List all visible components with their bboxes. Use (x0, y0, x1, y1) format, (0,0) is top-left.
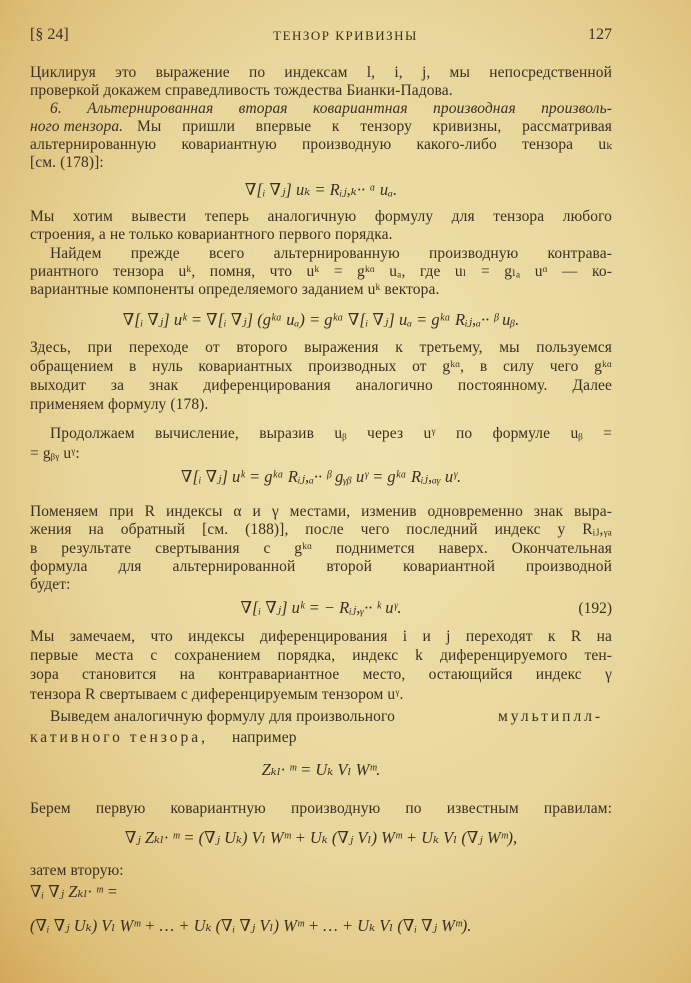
text-line: [см. (178)]: (30, 154, 104, 171)
text-line: затем вторую: (30, 862, 124, 879)
text-line: Продолжаем вычисление, выразив uᵦ через uᵞ по формуле uᵦ = (50, 425, 612, 442)
subsection-heading-cont: ного тензора. (30, 118, 124, 135)
formula: Zₖₗ· ᵐ = Uₖ Vₗ Wᵐ. (261, 760, 381, 779)
text-line: Мы замечаем, что индексы диференцирования i и j переходят к R на (30, 628, 612, 645)
formula: (∇ᵢ ∇ⱼ Uₖ) Vₗ Wᵐ + … + Uₖ (∇ᵢ ∇ⱼ Vₗ) Wᵐ + … + Uₖ Vₗ (∇ᵢ ∇ⱼ Wᵐ). (30, 916, 472, 935)
text-line: жения на обратный [см. (188)], после чего последний индекс у Rᵢⱼ,ᵧₐ (30, 521, 612, 538)
text-line: зора становится на контравариантное место, остающийся индекс γ (30, 666, 612, 683)
formula: ∇[ᵢ ∇ⱼ] uₖ = Rᵢⱼ,ₖ·· ᵅ uₐ. (244, 180, 398, 199)
text-line: Выведем аналогичную формулу для произвольного (50, 708, 395, 725)
spaced-term: кативного тензора, (30, 729, 209, 746)
text-line: альтернированную ковариантную производную какого-либо тензора uₖ (30, 136, 612, 153)
text-line: строения, а не только ковариантного первого порядка. (30, 226, 393, 243)
text-line: проверкой докажем справедливость тождества Бианки-Падова. (30, 82, 453, 99)
text-line: обращением в нуль ковариантных производных от gᵏᵅ, в силу чего gᵏᵅ (30, 358, 612, 375)
subsection-heading: 6. Альтернированная вторая ковариантная производная произволь- (50, 100, 612, 117)
text-line: Мы пришли впервые к тензору кривизны, рассматривая (137, 118, 612, 135)
text-line: Поменяем при R индексы α и γ местами, изменив одновременно знак выра- (30, 503, 612, 520)
text-line: в результате свертывания с gᵏᵅ поднимется наверх. Окончательная (30, 540, 612, 557)
text-line: например (232, 729, 297, 746)
running-title: ТЕНЗОР КРИВИЗНЫ (273, 28, 418, 43)
spaced-term: мультиплл- (498, 708, 604, 725)
text-line: применяем формулу (178). (30, 396, 209, 413)
text-line: Циклируя это выражение по индексам l, i, j, мы непосредственной (30, 64, 612, 81)
text-line: формула для альтернированной второй ковариантной производной (30, 558, 612, 575)
formula: ∇[ᵢ ∇ⱼ] uᵏ = ∇[ᵢ ∇ⱼ] (gᵏᵅ uₐ) = gᵏᵅ ∇[ᵢ ∇ⱼ] uₐ = gᵏᵅ Rᵢⱼ,ₐ·· ᵝ uᵦ. (122, 310, 520, 329)
page-number: 127 (588, 26, 612, 43)
formula: ∇[ᵢ ∇ⱼ] uᵏ = − Rᵢⱼ,ᵧ·· ᵏ uᵞ. (240, 598, 402, 617)
text-line: будет: (30, 576, 71, 593)
text-line: первые места с сохранением порядка, индекс k диференцируемого тен- (30, 647, 612, 664)
text-line: Здесь, при переходе от второго выражения к третьему, мы пользуемся (30, 339, 612, 356)
formula: ∇ⱼ Zₖₗ· ᵐ = (∇ⱼ Uₖ) Vₗ Wᵐ + Uₖ (∇ⱼ Vₗ) Wᵐ + Uₖ Vₗ (∇ⱼ Wᵐ), (124, 828, 518, 847)
section-number: [§ 24] (30, 26, 69, 43)
formula: ∇ᵢ ∇ⱼ Zₖₗ· ᵐ = (30, 882, 118, 901)
text-line: вариантные компоненты определяемого заданием uᵏ вектора. (30, 281, 440, 298)
text-line: Берем первую ковариантную производную по известным правилам: (30, 800, 612, 817)
formula: ∇[ᵢ ∇ⱼ] uᵏ = gᵏᵅ Rᵢⱼ,ₐ·· ᵝ gᵧᵦ uᵞ = gᵏᵅ Rᵢⱼ,ₐᵧ uᵞ. (180, 467, 462, 486)
text-line: риантного тензора uᵏ, помня, что uᵏ = gᵏᵅ uₐ, где uₗ = gₗₐ uᵅ — ко- (30, 263, 612, 280)
equation-number: (192) (578, 600, 612, 617)
text-line: выходит за знак диференцирования аналогично постоянному. Далее (30, 377, 612, 394)
text-line: Найдем прежде всего альтернированную производную контрава- (50, 245, 612, 262)
text-line: = gᵦᵧ uᵞ: (30, 445, 80, 462)
text-line: тензора R свертываем с диференцируемым тензором uᵞ. (30, 686, 404, 703)
text-line: Мы хотим вывести теперь аналогичную формулу для тензора любого (30, 208, 612, 225)
